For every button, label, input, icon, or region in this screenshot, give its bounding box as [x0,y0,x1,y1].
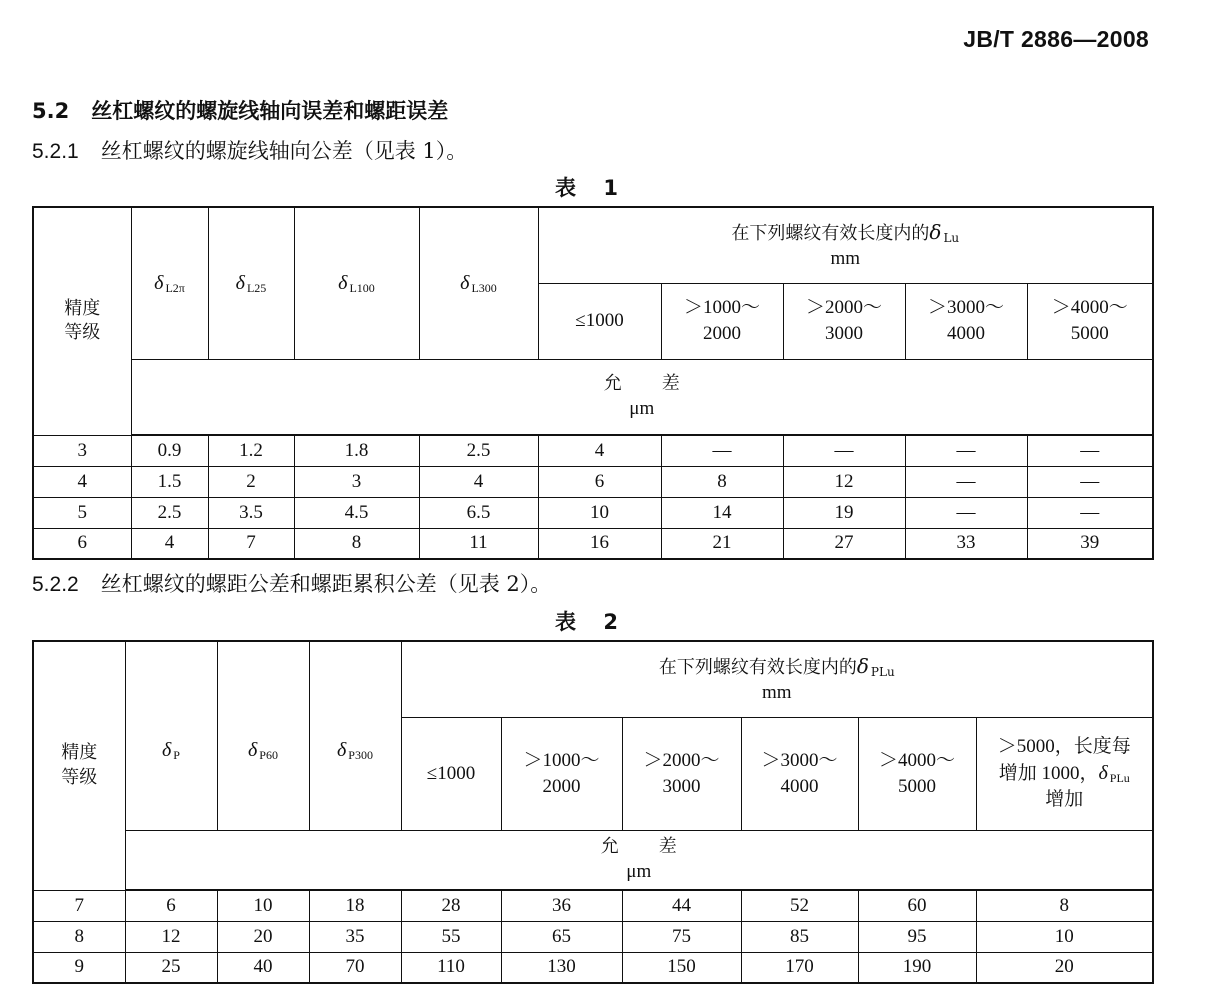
value-cell: 3.5 [208,497,294,528]
value-cell: 27 [783,528,905,559]
length-group-title [402,653,1153,680]
delta-symbol: δ [338,271,348,294]
value-cell: 170 [741,952,858,983]
table-1 [32,206,1154,560]
value-cell: 7 [208,528,294,559]
length-group-text: 在下列螺纹有效长度内的 [658,656,857,678]
value-cell: 19 [783,497,905,528]
length-group-header [401,641,1153,717]
value-cell: 16 [538,528,661,559]
extra-line3: 增加 [1045,789,1084,810]
value-cell: 150 [622,952,741,983]
tolerance-unit: μm [626,861,652,883]
clause-5-2-2 [32,568,551,598]
length-range-line1: ＞1000～ [523,749,600,771]
clause-number: 5.2.2 [32,573,79,596]
length-range [501,717,622,830]
delta-symbol: δ [856,653,869,678]
delta-symbol: δ [235,271,245,294]
table-2 [32,640,1154,984]
grade-cell: 3 [33,435,131,466]
length-range-line2: 5000 [1070,323,1109,344]
delta-symbol: δ [460,271,470,294]
value-cell: 39 [1027,528,1153,559]
symbol-subscript: P60 [259,748,278,762]
symbol-subscript: PLu [1109,771,1130,785]
table2-caption: 表 2 [555,610,628,634]
tolerance-unit: μm [629,398,655,420]
value-cell: 0.9 [131,435,208,466]
table1-body [33,435,1153,559]
table1-caption: 表 1 [555,176,628,200]
grade-cell: 5 [33,497,131,528]
length-range [858,717,976,830]
length-range [622,717,741,830]
value-cell: — [905,466,1027,497]
extra-line1: ＞5000，长度每 [997,736,1131,758]
value-cell: 8 [294,528,419,559]
value-cell: — [661,435,783,466]
delta-symbol: δ [154,271,164,294]
clause-5-2-1 [32,135,467,165]
tolerance-header [125,830,1153,890]
length-range [741,717,858,830]
value-cell: 2.5 [419,435,538,466]
grade-header [33,641,125,890]
delta-symbol: δ [1098,762,1108,784]
length-unit: mm [761,682,792,704]
length-range-line1: ＞2000～ [805,297,882,319]
length-range-line1: ＞3000～ [927,297,1004,319]
value-cell: 4 [419,466,538,497]
value-cell: 75 [622,921,741,952]
value-cell: 95 [858,921,976,952]
value-cell: 12 [783,466,905,497]
clause-number: 5.2.1 [32,140,79,163]
symbol-subscript: P [173,748,180,762]
value-cell: 6.5 [419,497,538,528]
delta-symbol: δ [337,739,347,761]
grade-cell: 6 [33,528,131,559]
value-cell: 33 [905,528,1027,559]
grade-cell: 7 [33,890,125,921]
length-unit: mm [830,248,861,270]
length-range [401,717,501,830]
value-cell: 3 [294,466,419,497]
symbol-header [294,207,419,359]
value-cell: 130 [501,952,622,983]
tolerance-label: 允差 [603,372,720,394]
length-range-line1: ＞1000～ [683,297,760,319]
symbol-header [125,641,217,830]
value-cell: 1.8 [294,435,419,466]
grade-cell: 8 [33,921,125,952]
value-cell: 1.2 [208,435,294,466]
table-row [33,528,1153,559]
tolerance-label: 允差 [600,835,717,857]
value-cell: 10 [217,890,309,921]
table-row [33,952,1153,983]
symbol-header [309,641,401,830]
clause-text: 丝杠螺纹的螺距公差和螺距累积公差（见表 2）。 [100,572,552,596]
length-range [661,283,783,359]
value-cell: 8 [661,466,783,497]
value-cell: — [1027,435,1153,466]
value-cell: 85 [741,921,858,952]
delta-symbol: δ [248,739,258,761]
symbol-header [131,207,208,359]
length-range-extra [976,717,1153,830]
table-row [33,435,1153,466]
length-range-line2: 4000 [947,323,985,344]
value-cell: 35 [309,921,401,952]
value-cell: 190 [858,952,976,983]
grade-header-line2: 等级 [61,766,98,788]
value-cell: 1.5 [131,466,208,497]
length-range-line2: 5000 [898,775,936,797]
value-cell: 28 [401,890,501,921]
grade-cell: 9 [33,952,125,983]
symbol-subscript: PLu [870,664,895,679]
symbol-subscript: L25 [246,280,267,295]
value-cell: — [905,435,1027,466]
value-cell: 65 [501,921,622,952]
extra-line2-text: 增加 1000， [998,763,1099,784]
grade-header-line2: 等级 [64,322,101,344]
value-cell: 70 [309,952,401,983]
value-cell: 10 [538,497,661,528]
value-cell: 44 [622,890,741,921]
value-cell: 40 [217,952,309,983]
value-cell: 10 [976,921,1153,952]
section-title: 丝杠螺纹的螺旋线轴向误差和螺距误差 [91,99,449,123]
value-cell: 60 [858,890,976,921]
length-range [538,283,661,359]
value-cell: 52 [741,890,858,921]
value-cell: 14 [661,497,783,528]
grade-header [33,207,131,435]
symbol-header [217,641,309,830]
length-group-title [539,219,1153,246]
length-range [783,283,905,359]
length-range-line1: ≤1000 [575,310,624,332]
delta-symbol: δ [162,739,172,761]
symbol-subscript: L100 [349,280,375,295]
length-group-text: 在下列螺纹有效长度内的 [731,222,930,244]
length-range-line1: ＞4000～ [1051,297,1128,319]
value-cell: 20 [217,921,309,952]
symbol-header [419,207,538,359]
symbol-subscript: Lu [943,230,960,245]
grade-cell: 4 [33,466,131,497]
length-range-line1: ＞3000～ [761,749,838,771]
value-cell: — [1027,497,1153,528]
clause-text: 丝杠螺纹的螺旋线轴向公差（见表 1）。 [100,139,468,163]
length-range-line2: 4000 [780,775,819,797]
length-range-line1: ＞4000～ [878,749,955,771]
symbol-subscript: P300 [348,748,373,762]
symbol-subscript: L2π [165,280,185,295]
value-cell: 36 [501,890,622,921]
value-cell: 20 [976,952,1153,983]
length-range-line2: 3000 [662,775,701,797]
length-range-line2: 2000 [542,775,581,797]
value-cell: 8 [976,890,1153,921]
standard-number: JB/T 2886—2008 [963,26,1149,52]
section-number: 5.2 [32,99,70,123]
length-range-line1: ≤1000 [426,762,476,784]
table2-body [33,890,1153,983]
symbol-header [208,207,294,359]
tolerance-header [131,359,1153,435]
value-cell: 21 [661,528,783,559]
value-cell: 11 [419,528,538,559]
value-cell: 110 [401,952,501,983]
grade-header-line1: 精度 [61,742,98,764]
length-range-line2: 3000 [825,323,863,344]
value-cell: 4 [538,435,661,466]
section-heading [32,95,448,125]
value-cell: 18 [309,890,401,921]
length-range [1027,283,1153,359]
value-cell: 2 [208,466,294,497]
length-group-header [538,207,1153,283]
extra-line2 [977,760,1153,787]
length-range-line1: ＞2000～ [643,749,720,771]
table-row [33,466,1153,497]
grade-header-line1: 精度 [64,297,101,319]
value-cell: 2.5 [131,497,208,528]
value-cell: 4.5 [294,497,419,528]
value-cell: — [1027,466,1153,497]
table-row [33,497,1153,528]
symbol-subscript: L300 [471,280,497,295]
value-cell: 55 [401,921,501,952]
delta-symbol: δ [929,219,942,244]
table-row [33,890,1153,921]
value-cell: 6 [125,890,217,921]
value-cell: — [905,497,1027,528]
length-range-line2: 2000 [703,323,741,344]
value-cell: 25 [125,952,217,983]
value-cell: — [783,435,905,466]
value-cell: 6 [538,466,661,497]
length-range [905,283,1027,359]
value-cell: 12 [125,921,217,952]
table-row [33,921,1153,952]
value-cell: 4 [131,528,208,559]
